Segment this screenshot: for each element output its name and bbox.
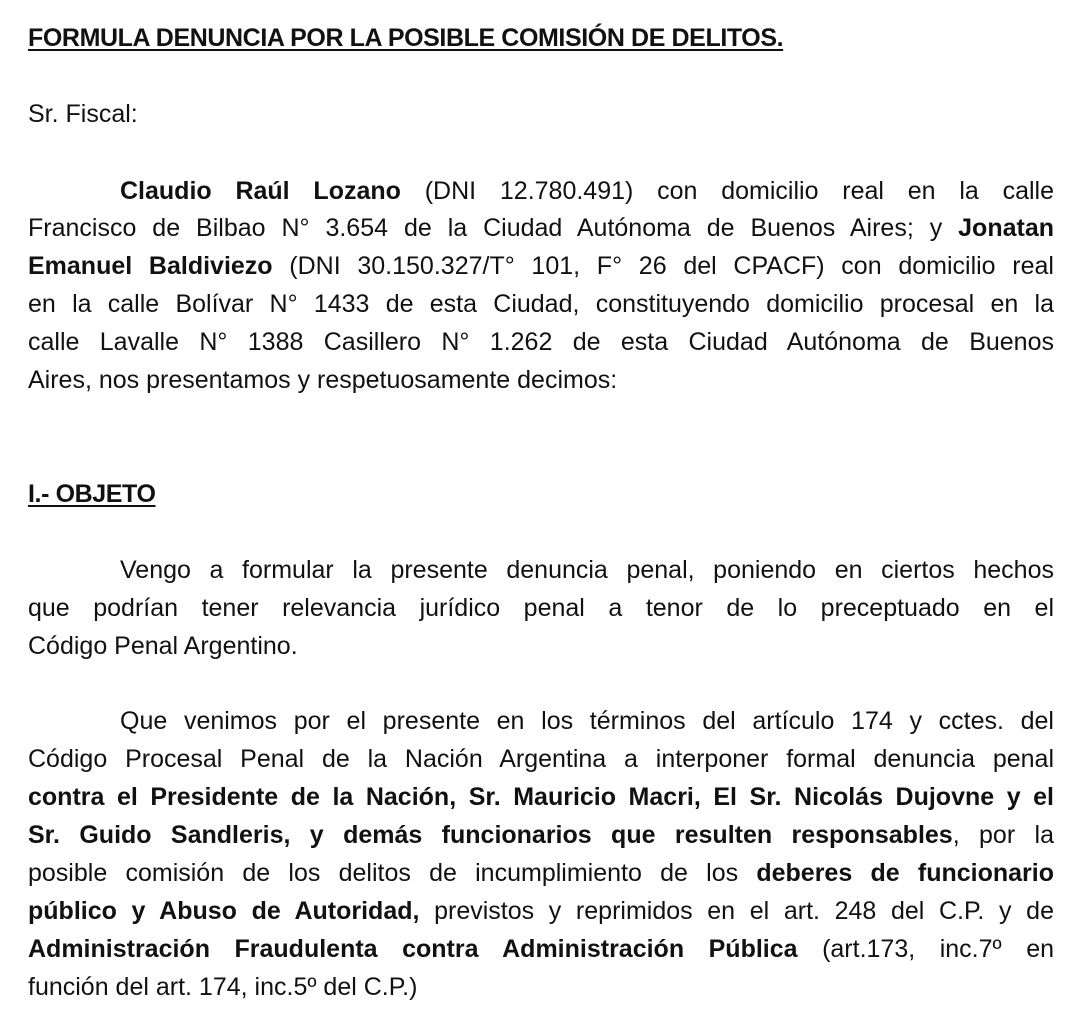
bold-text-run: Administración Fraudulenta contra Administración Pública: [28, 935, 798, 963]
text-run: Código Procesal Penal de la Nación Argentina a interponer formal denuncia penal: [28, 745, 1054, 773]
paragraph-line: [28, 251, 1054, 281]
paragraph-line: [120, 706, 1054, 736]
text-run: (DNI 30.150.327/T° 101, F° 26 del CPACF) con domicilio real: [272, 252, 1054, 280]
section-heading-objeto: I.- OBJETO: [28, 480, 156, 508]
paragraph-line: [28, 289, 1054, 319]
document-title: FORMULA DENUNCIA POR LA POSIBLE COMISIÓN DE DELITOS.: [28, 24, 784, 52]
paragraph-line: [120, 176, 1054, 206]
text-run: (art.173, inc.7º en: [797, 935, 1054, 963]
text-run: Aires, nos presentamos y respetuosamente decimos:: [28, 366, 618, 394]
bold-text-run: Sr. Guido Sandleris, y demás funcionarios que resulten responsables: [28, 821, 953, 849]
text-run: previstos y reprimidos en el art. 248 del C.P. y de: [419, 897, 1054, 925]
paragraph-line: [28, 820, 1054, 850]
salutation: Sr. Fiscal:: [28, 100, 138, 128]
text-run: Vengo a formular la presente denuncia penal, poniendo en ciertos hechos: [120, 556, 1054, 584]
text-run: que podrían tener relevancia jurídico penal a tenor de lo preceptuado en el: [28, 594, 1054, 622]
text-run: Que venimos por el presente en los términos del artículo 174 y cctes. del: [120, 707, 1054, 735]
bold-text-run: contra el Presidente de la Nación, Sr. Mauricio Macri, El Sr. Nicolás Dujovne y el: [28, 783, 1054, 811]
text-run: , por la: [952, 821, 1054, 849]
paragraph-line: [28, 327, 1054, 357]
text-run: posible comisión de los delitos de incumplimiento de los: [28, 859, 757, 887]
paragraph-line: [28, 934, 1054, 964]
bold-text-run: Jonatan: [958, 214, 1054, 242]
bold-text-run: público y Abuso de Autoridad,: [28, 897, 420, 925]
bold-text-run: deberes de funcionario: [756, 859, 1054, 887]
text-run: calle Lavalle N° 1388 Casillero N° 1.262 de esta Ciudad Autónoma de Buenos: [28, 328, 1054, 356]
text-run: Francisco de Bilbao N° 3.654 de la Ciudad Autónoma de Buenos Aires; y: [28, 214, 959, 242]
bold-text-run: Claudio Raúl Lozano: [120, 177, 401, 205]
paragraph-line: [28, 858, 1054, 888]
text-run: Código Penal Argentino.: [28, 632, 298, 660]
text-run: (DNI 12.780.491) con domicilio real en la calle: [400, 177, 1054, 205]
paragraph-line: [28, 365, 1054, 395]
paragraph-line: [28, 744, 1054, 774]
paragraph-line: [120, 555, 1054, 585]
bold-text-run: Emanuel Baldiviezo: [28, 252, 273, 280]
paragraph-line: [28, 782, 1054, 812]
paragraph-line: [28, 896, 1054, 926]
paragraph-line: [28, 213, 1054, 243]
paragraph-line: [28, 631, 1054, 661]
text-run: función del art. 174, inc.5º del C.P.): [28, 973, 418, 1001]
text-run: en la calle Bolívar N° 1433 de esta Ciudad, constituyendo domicilio procesal en la: [28, 290, 1054, 318]
paragraph-line: [28, 972, 1054, 1002]
paragraph-line: [28, 593, 1054, 623]
